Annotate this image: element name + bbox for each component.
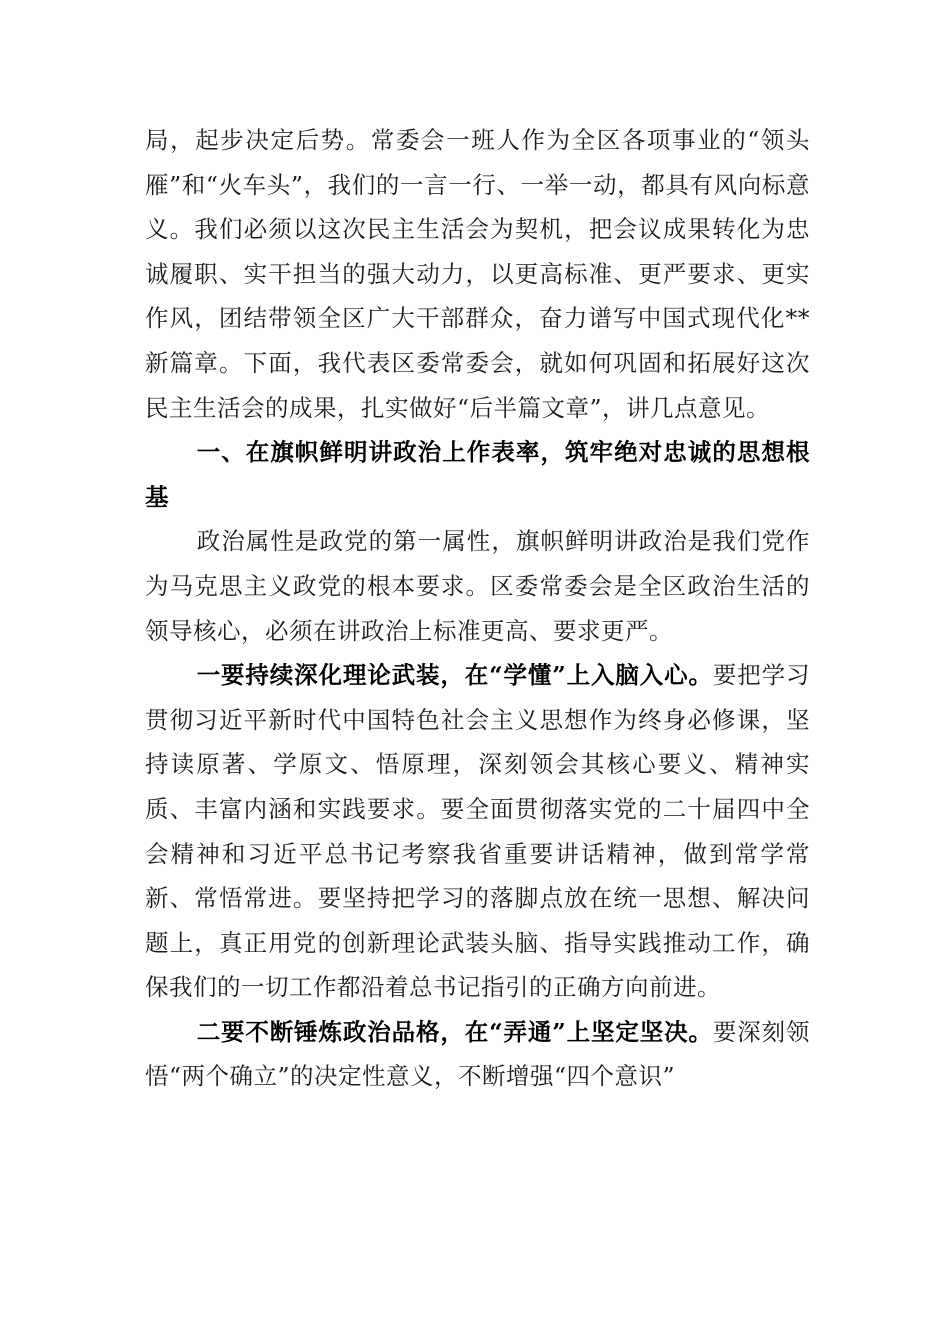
paragraph-political-attribute (145, 519, 810, 653)
paragraph-theory-armament (145, 653, 810, 1010)
paragraph-text: 局，起步决定后势。常委会一班人作为全区各项事业的“领头雁”和“火车头”，我们的一言一行、一举一动，都具有风向标意义。我们必须以这次民主生活会为契机，把会议成果转化为忠诚履职、实干担当的强大动力，以更高标准、更严要求、更实作风，团结带领全区广大干部群众，奋力谱写中国式现代化**新篇章。下面，我代表区委常委会，就如何巩固和拓展好这次民主生活会的成果，扎实做好“后半篇文章”，讲几点意见。 (145, 126, 810, 422)
document-body (145, 118, 810, 1099)
paragraph-text: 政治属性是政党的第一属性，旗帜鲜明讲政治是我们党作为马克思主义政党的根本要求。区委常委会是全区政治生活的领导核心，必须在讲政治上标准更高、要求更严。 (145, 527, 810, 645)
paragraph-lead: 二要不断锤炼政治品格，在“弄通”上坚定坚决。 (196, 1017, 713, 1046)
paragraph-lead: 一要持续深化理论武装，在“学懂”上入脑入心。 (196, 661, 713, 690)
paragraph-political-character (145, 1010, 810, 1099)
heading-text: 一、在旗帜鲜明讲政治上作表率，筑牢绝对忠诚的思想根基 (145, 438, 810, 511)
paragraph-text: 要深刻领悟“两个确立”的决定性意义，不断增强“四个意识” (145, 1017, 810, 1091)
section-heading-1 (145, 430, 810, 519)
paragraph-continuation (145, 118, 810, 430)
paragraph-text: 要把学习贯彻习近平新时代中国特色社会主义思想作为终身必修课，坚持读原著、学原文、悟原理，深刻领会其核心要义、精神实质、丰富内涵和实践要求。要全面贯彻落实党的二十届四中全会精神和习近平总书记考察我省重要讲话精神，做到常学常新、常悟常进。要坚持把学习的落脚点放在统一思想、解决问题上，真正用党的创新理论武装头脑、指导实践推动工作，确保我们的一切工作都沿着总书记指引的正确方向前进。 (145, 661, 810, 1002)
